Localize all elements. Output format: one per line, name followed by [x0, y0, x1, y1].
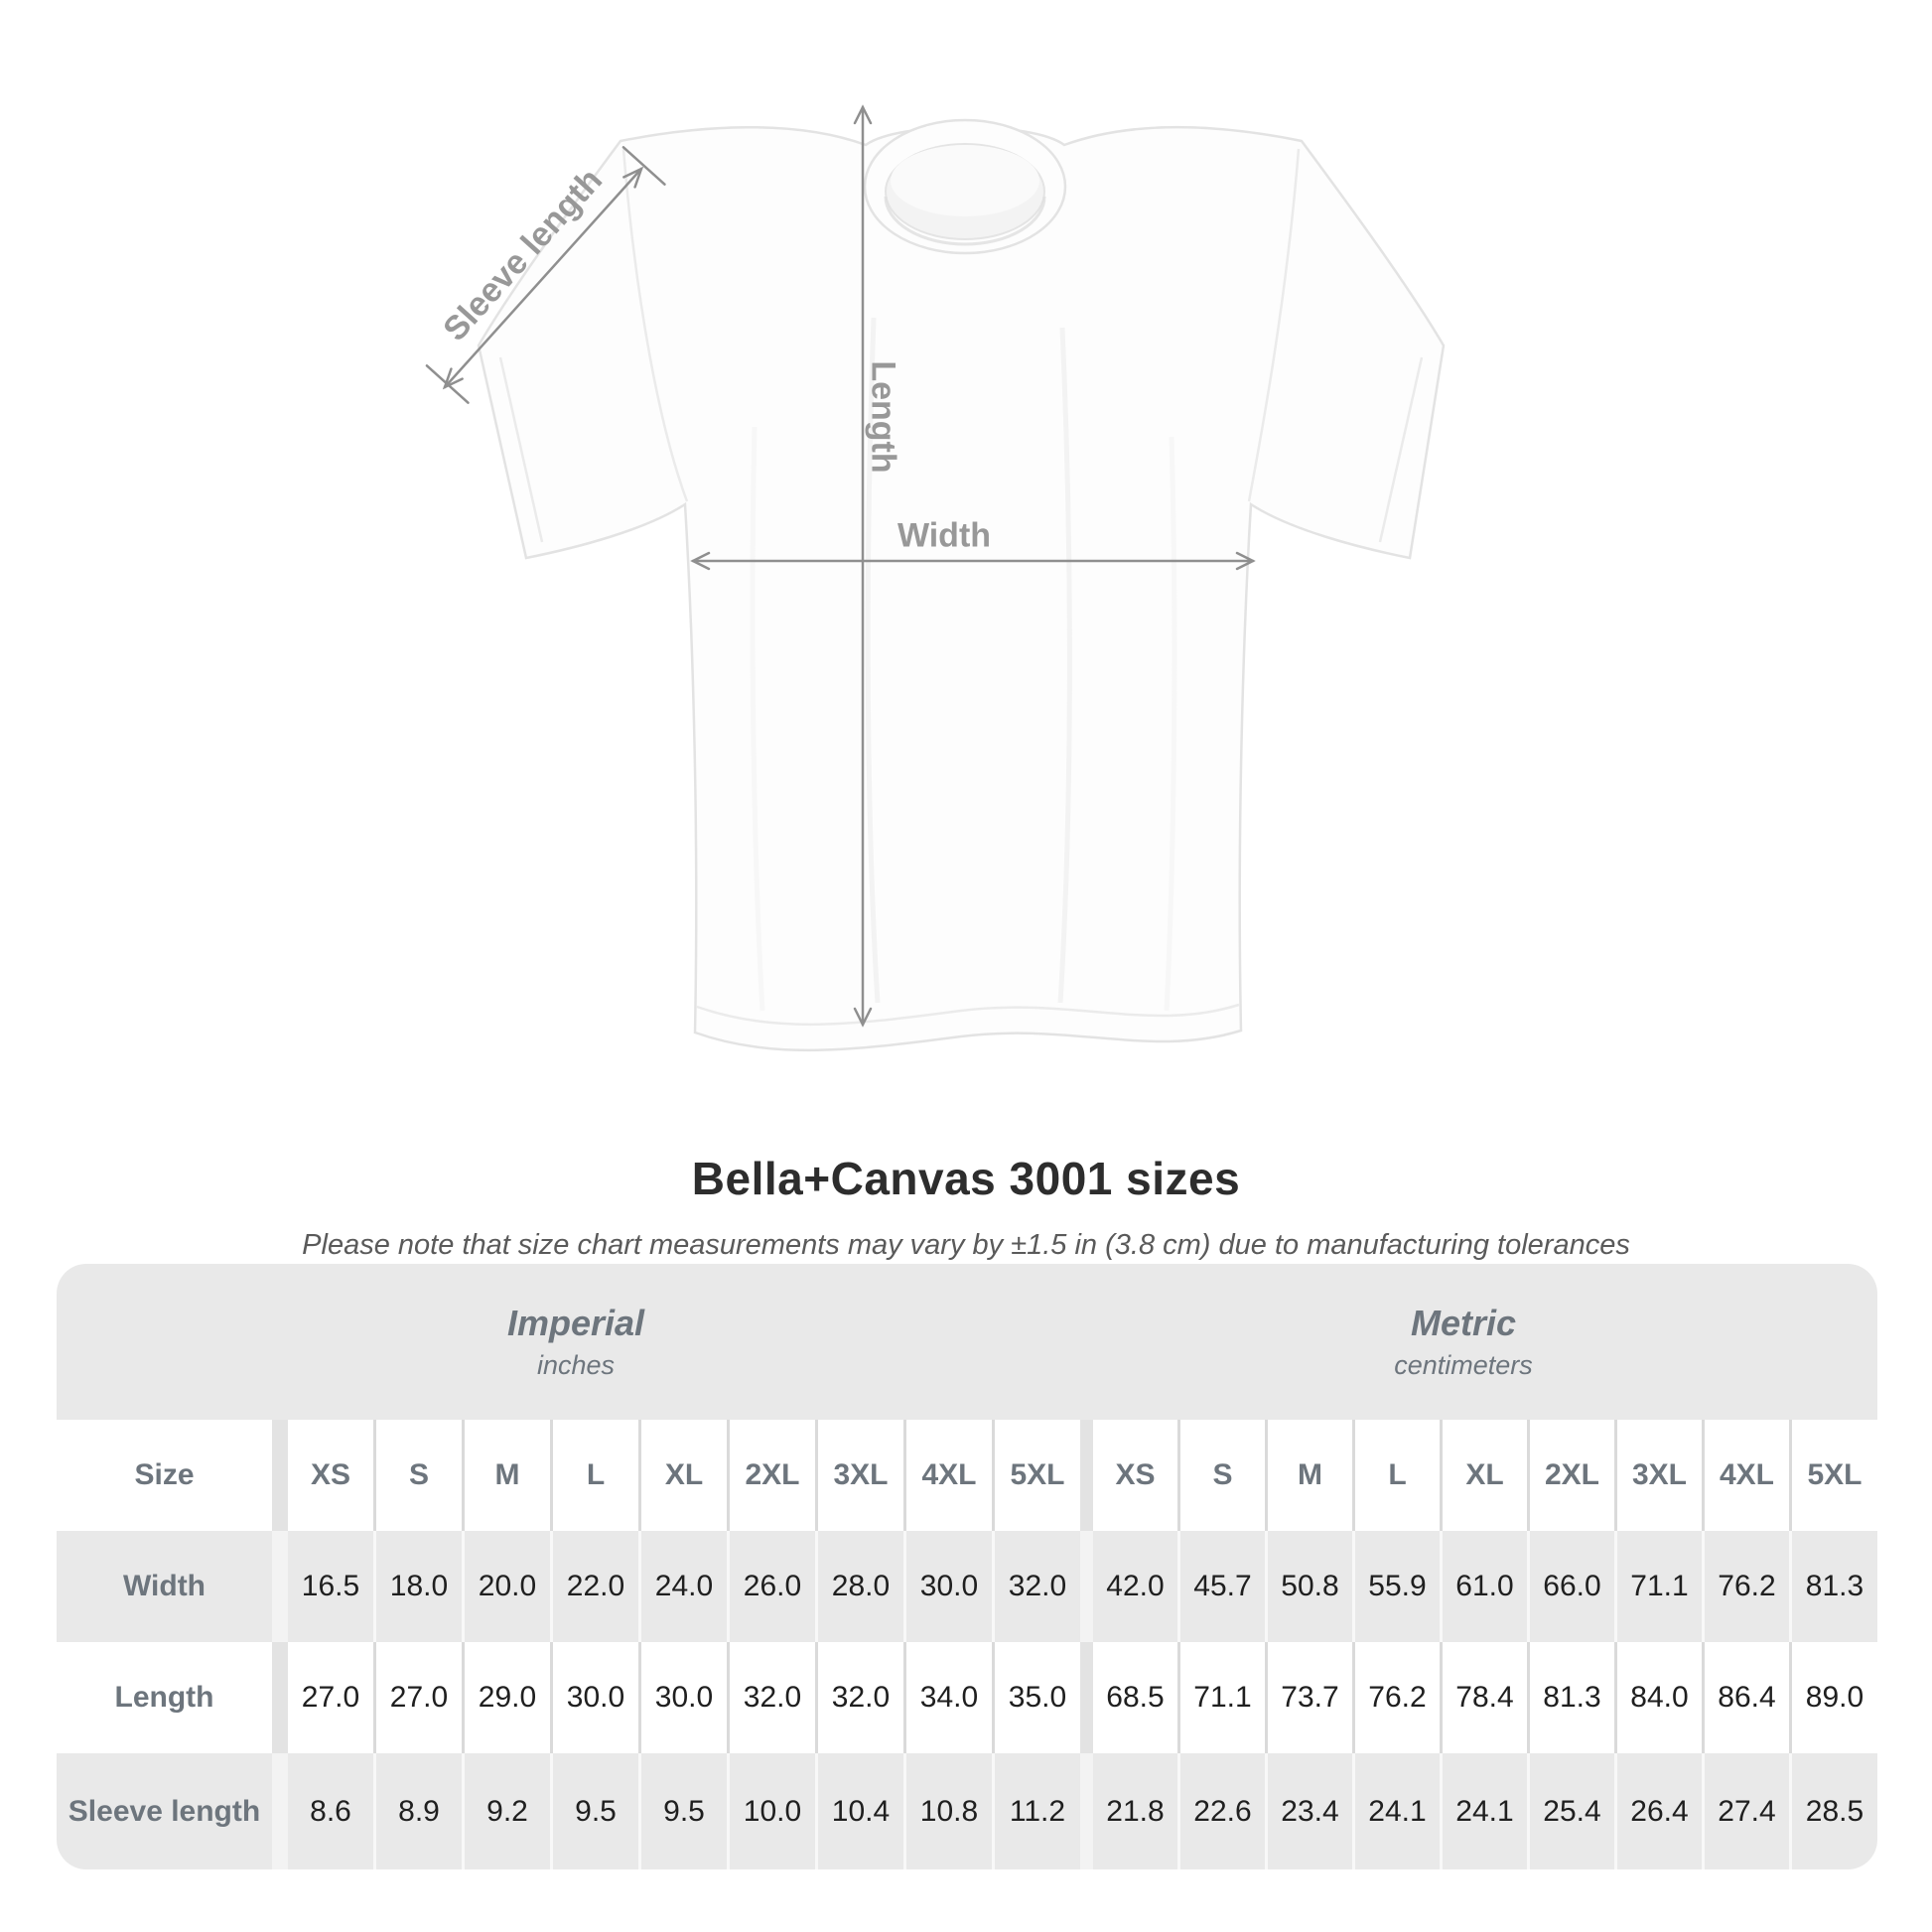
- size-col-header: L: [1355, 1420, 1440, 1531]
- size-header-row: [57, 1420, 1877, 1531]
- value-cell: 25.4: [1530, 1753, 1614, 1869]
- value-cell: 9.2: [465, 1753, 550, 1869]
- value-cell: 9.5: [553, 1753, 638, 1869]
- unit-header-band: [57, 1264, 1877, 1420]
- value-cell: 27.4: [1705, 1753, 1789, 1869]
- value-cell: 23.4: [1268, 1753, 1352, 1869]
- value-cell: 8.6: [288, 1753, 373, 1869]
- length-label: Length: [864, 360, 902, 474]
- group-divider: [1080, 1642, 1093, 1753]
- size-col-header: S: [1180, 1420, 1265, 1531]
- value-cell: 30.0: [906, 1531, 992, 1642]
- tshirt-silhouette: [479, 120, 1444, 1050]
- size-col-header: XS: [288, 1420, 373, 1531]
- row-label: Width: [57, 1531, 272, 1642]
- row-label: Sleeve length: [57, 1753, 272, 1869]
- value-cell: 71.1: [1180, 1642, 1265, 1753]
- size-table-rows: [57, 1420, 1877, 1869]
- group-divider: [1080, 1420, 1093, 1531]
- value-cell: 22.0: [553, 1531, 638, 1642]
- width-label: Width: [897, 516, 992, 555]
- value-cell: 32.0: [995, 1531, 1080, 1642]
- value-cell: 18.0: [376, 1531, 462, 1642]
- size-col-header: 4XL: [1705, 1420, 1789, 1531]
- value-cell: 9.5: [641, 1753, 727, 1869]
- size-col-header: L: [553, 1420, 638, 1531]
- sleeve-length-label: Sleeve length: [436, 161, 611, 348]
- value-cell: 66.0: [1530, 1531, 1614, 1642]
- value-cell: 89.0: [1792, 1642, 1877, 1753]
- value-cell: 86.4: [1705, 1642, 1789, 1753]
- value-cell: 11.2: [995, 1753, 1080, 1869]
- metric-unit: centimeters: [1394, 1350, 1533, 1380]
- value-cell: 76.2: [1705, 1531, 1789, 1642]
- value-cell: 20.0: [465, 1531, 550, 1642]
- group-divider: [1080, 1753, 1093, 1869]
- metric-group-header: [1394, 1264, 1533, 1420]
- value-cell: 26.0: [730, 1531, 815, 1642]
- column-divider: [272, 1753, 288, 1869]
- value-cell: 27.0: [376, 1642, 462, 1753]
- value-cell: 28.0: [818, 1531, 903, 1642]
- size-col-header: 2XL: [730, 1420, 815, 1531]
- size-col-header: M: [1268, 1420, 1352, 1531]
- value-cell: 24.1: [1443, 1753, 1527, 1869]
- group-divider: [1080, 1531, 1093, 1642]
- size-col-header: M: [465, 1420, 550, 1531]
- column-divider: [272, 1420, 288, 1531]
- size-table: [57, 1264, 1877, 1869]
- page-title: Bella+Canvas 3001 sizes: [691, 1153, 1241, 1204]
- value-cell: 22.6: [1180, 1753, 1265, 1869]
- value-cell: 8.9: [376, 1753, 462, 1869]
- value-cell: 16.5: [288, 1531, 373, 1642]
- value-cell: 21.8: [1093, 1753, 1177, 1869]
- collar: [865, 120, 1065, 253]
- value-cell: 35.0: [995, 1642, 1080, 1753]
- value-cell: 30.0: [641, 1642, 727, 1753]
- value-cell: 10.0: [730, 1753, 815, 1869]
- column-divider: [272, 1642, 288, 1753]
- value-cell: 34.0: [906, 1642, 992, 1753]
- value-cell: 73.7: [1268, 1642, 1352, 1753]
- value-cell: 24.1: [1355, 1753, 1440, 1869]
- value-cell: 27.0: [288, 1642, 373, 1753]
- value-cell: 84.0: [1617, 1642, 1702, 1753]
- size-col-header: XS: [1093, 1420, 1177, 1531]
- size-col-header: 5XL: [1792, 1420, 1877, 1531]
- value-cell: 61.0: [1443, 1531, 1527, 1642]
- metric-title: Metric: [1410, 1303, 1517, 1343]
- size-col-header: 3XL: [1617, 1420, 1702, 1531]
- imperial-group-header: [507, 1264, 644, 1420]
- value-cell: 76.2: [1355, 1642, 1440, 1753]
- value-cell: 29.0: [465, 1642, 550, 1753]
- value-cell: 32.0: [818, 1642, 903, 1753]
- value-cell: 30.0: [553, 1642, 638, 1753]
- value-cell: 42.0: [1093, 1531, 1177, 1642]
- value-cell: 24.0: [641, 1531, 727, 1642]
- size-col-header: S: [376, 1420, 462, 1531]
- value-cell: 81.3: [1530, 1642, 1614, 1753]
- value-cell: 10.8: [906, 1753, 992, 1869]
- size-column-header: Size: [57, 1420, 272, 1531]
- size-col-header: 2XL: [1530, 1420, 1614, 1531]
- size-col-header: XL: [641, 1420, 727, 1531]
- value-cell: 78.4: [1443, 1642, 1527, 1753]
- value-cell: 45.7: [1180, 1531, 1265, 1642]
- page-subtitle: Please note that size chart measurements may vary by ±1.5 in (3.8 cm) due to manufacturing tolerances: [302, 1229, 1630, 1261]
- imperial-unit: inches: [536, 1350, 616, 1380]
- value-cell: 10.4: [818, 1753, 903, 1869]
- column-divider: [272, 1531, 288, 1642]
- table-row: [57, 1642, 1877, 1753]
- table-row: [57, 1531, 1877, 1642]
- size-col-header: 5XL: [995, 1420, 1080, 1531]
- value-cell: 26.4: [1617, 1753, 1702, 1869]
- row-label: Length: [57, 1642, 272, 1753]
- value-cell: 28.5: [1792, 1753, 1877, 1869]
- value-cell: 68.5: [1093, 1642, 1177, 1753]
- value-cell: 32.0: [730, 1642, 815, 1753]
- value-cell: 71.1: [1617, 1531, 1702, 1642]
- size-col-header: 4XL: [906, 1420, 992, 1531]
- size-col-header: XL: [1443, 1420, 1527, 1531]
- size-col-header: 3XL: [818, 1420, 903, 1531]
- value-cell: 55.9: [1355, 1531, 1440, 1642]
- value-cell: 50.8: [1268, 1531, 1352, 1642]
- value-cell: 81.3: [1792, 1531, 1877, 1642]
- table-row: [57, 1753, 1877, 1869]
- imperial-title: Imperial: [506, 1303, 645, 1343]
